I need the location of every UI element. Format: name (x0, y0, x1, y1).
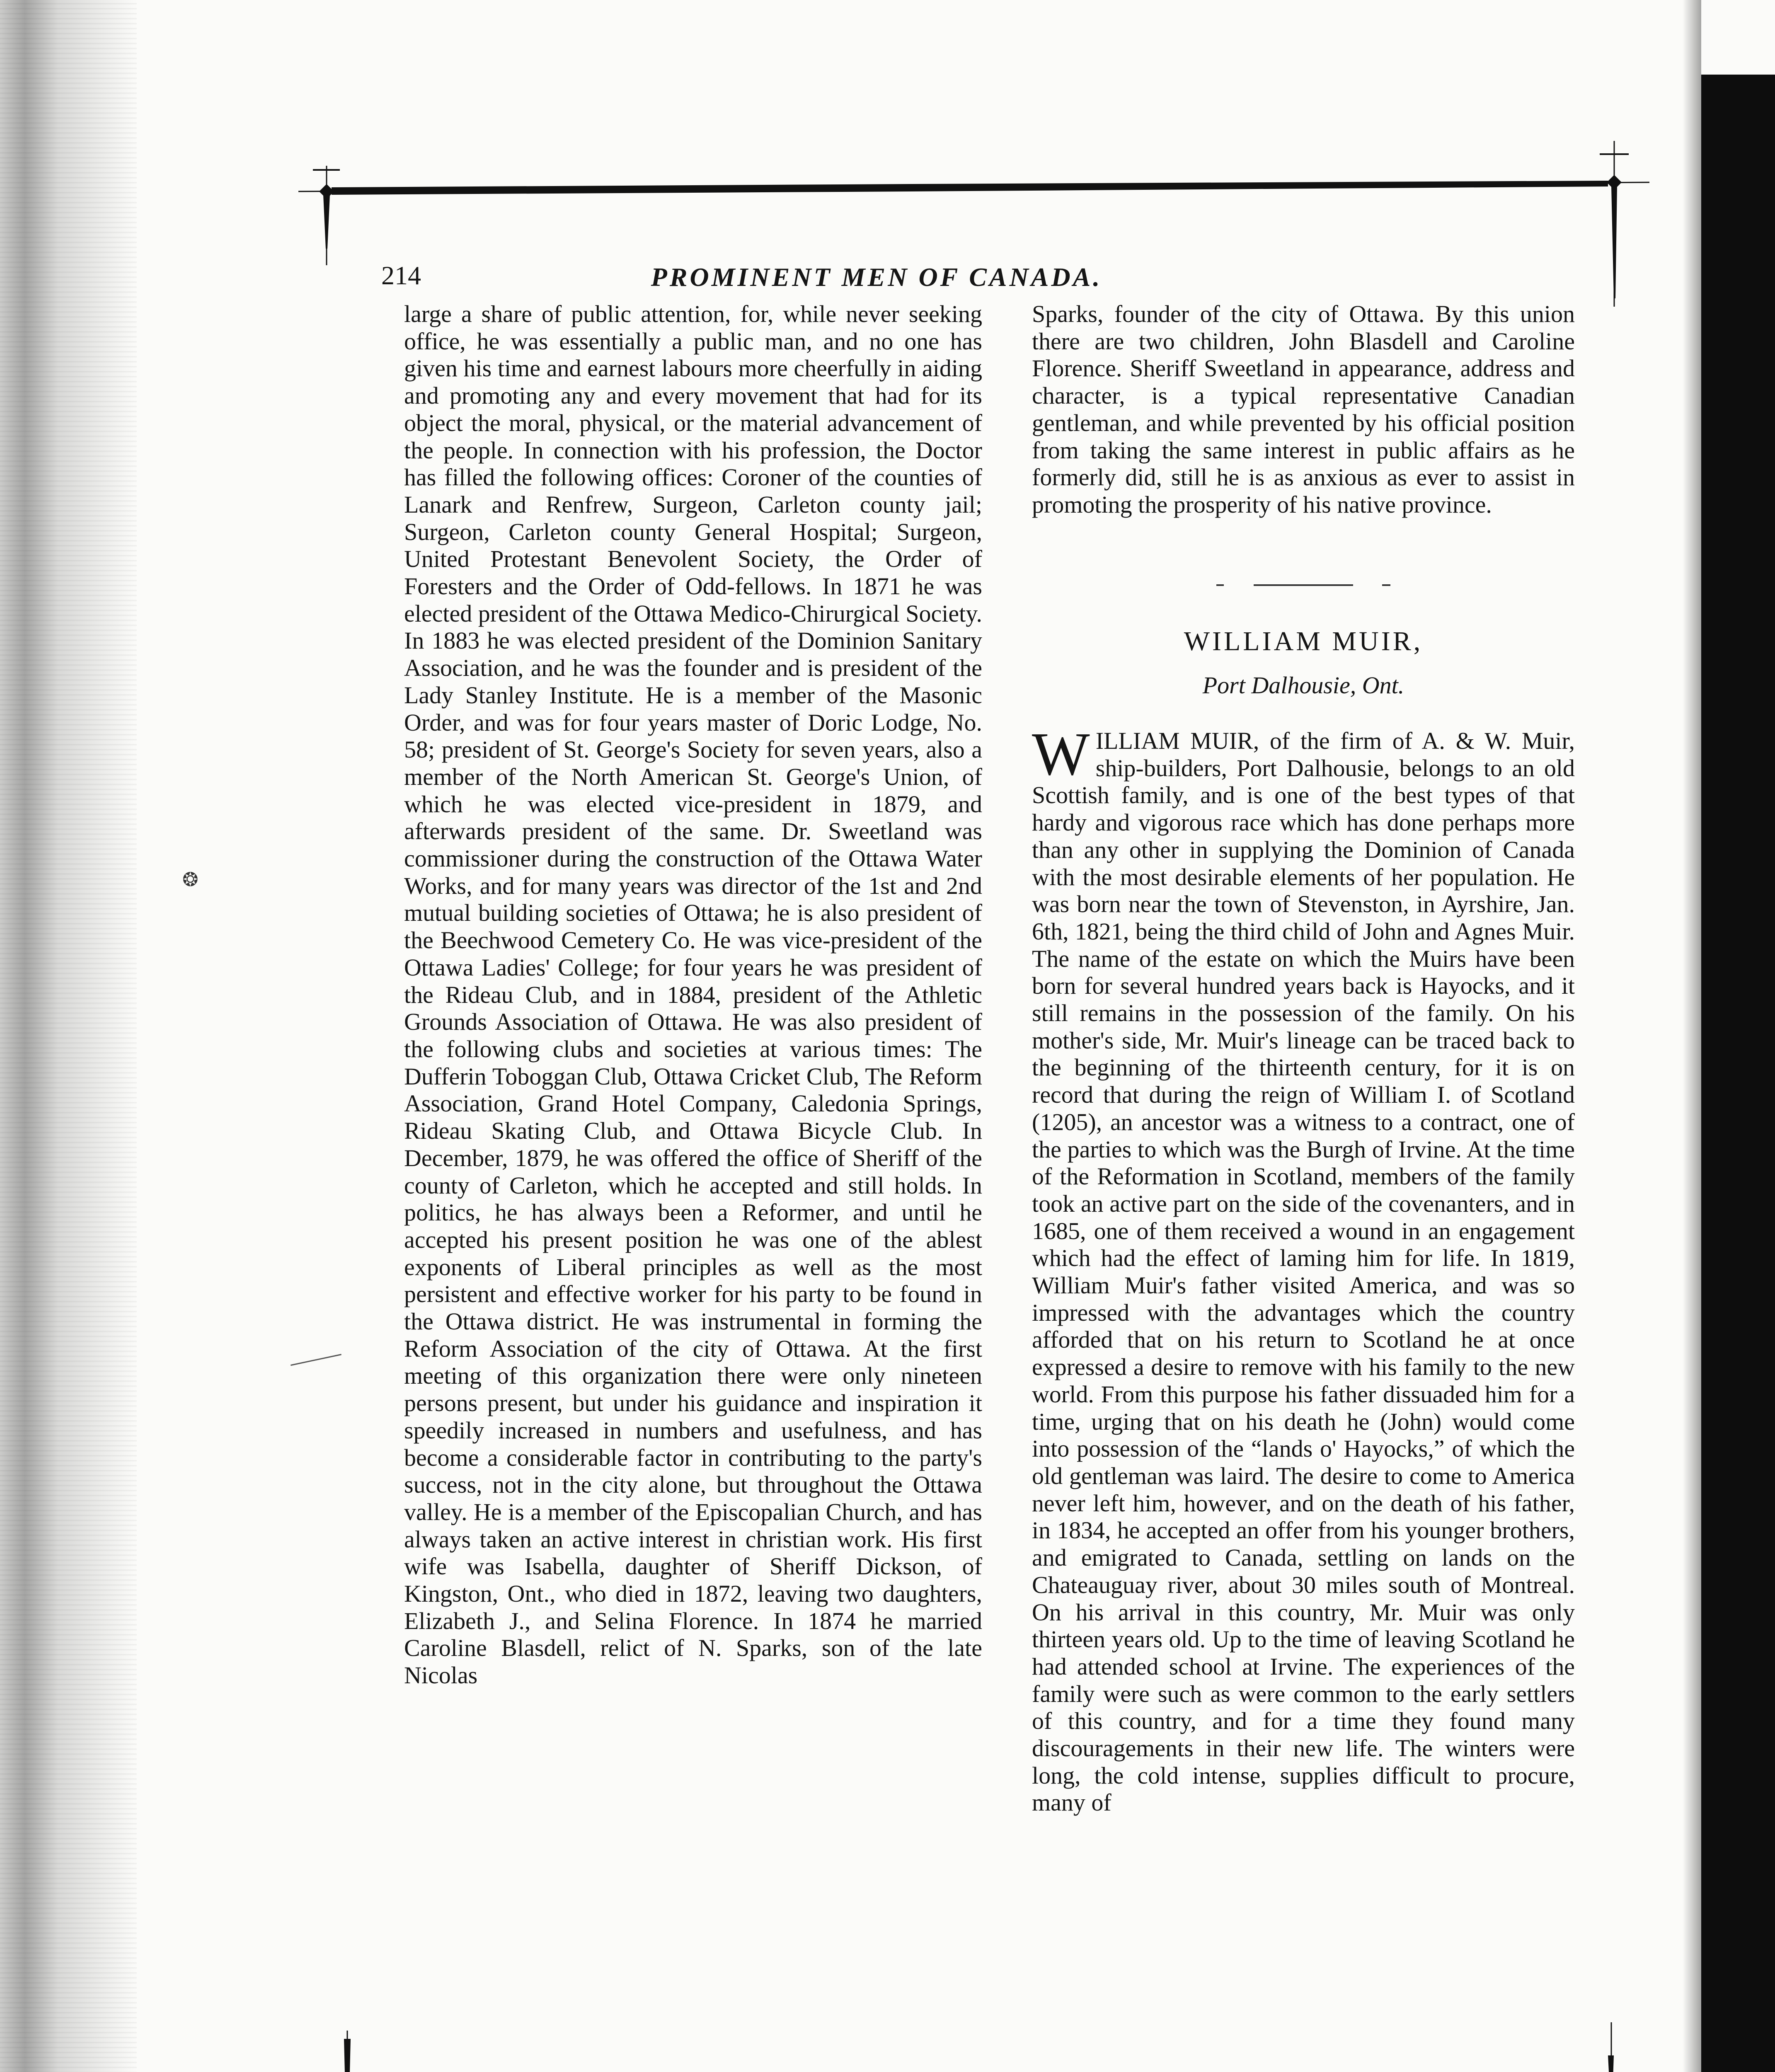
article-title: WILLIAM MUIR, (1184, 626, 1423, 656)
article-subtitle: Port Dalhousie, Ont. (1202, 672, 1405, 699)
body-paragraph: large a share of public attention, for, while never seeking office, he was essentially a public man, and no one has given his time and earnest labours more cheerfully in aiding and promoting any and every movement that had for its object the moral, physical, or the material advancement of the people. In connection with his profession, the Doctor has filled the following offices: Coroner of the counties of Lanark and Renfrew, Surgeon, Carleton county jail; Surgeon, Carleton county General Hospital; Surgeon, United Protestant Benevolent Society, the Order of Foresters and the Order of Odd-fellows. In 1871 he was elected president of the Ottawa Medico-Chirurgical Society. In 1883 he was elected president of the Dominion Sanitary Association, and he was the founder and is president of the Lady Stanley Institute. He is a member of the Masonic Order, and was for four years master of Doric Lodge, No. 58; president of St. George's Society for seven years, also a member of the North American St. George's Union, of which he was elected vice-president in 1879, and afterwards president of the same. Dr. Sweetland was commissioner during the construction of the Ottawa Water Works, and for many years was director of the 1st and 2nd mutual building societies of Ottawa; he is also president of the Beechwood Cemetery Co. He was vice-president of the Ottawa Ladies' College; for four years he was president of the Rideau Club, and in 1884, president of the Athletic Grounds Association of Ottawa. He was also president of the following clubs and societies at various times: The Dufferin Toboggan Club, Ottawa Cricket Club, The Reform Association, Grand Hotel Company, Caledonia Springs, Rideau Skating Club, and Ottawa Bicycle Club. In December, 1879, he was offered the office of Sheriff of the county of Carleton, which he accepted and still holds. In politics, he has always been a Reformer, and until he accepted his present position he was one of the ablest exponents of Liberal principles as well as the most persistent and effective worker for his party to be found in the Ottawa district. He was instrumental in forming the Reform Association of the city of Ottawa. At the first meeting of this organization there were only nineteen persons present, but under his guidance and inspiration it speedily increased in numbers and usefulness, and has become a considerable factor in contributing to the party's success, not in the city alone, but throughout the Ottawa valley. He is a member of the Episcopalian Church, and has always taken an active interest in christian work. His first wife was Isabella, daughter of Sheriff Dickson, of Kingston, Ont., who died in 1872, leaving two daughters, Elizabeth J., and Selina Florence. In 1874 he married Caroline Blasdell, relict of N. Sparks, son of the late Nicolas (404, 300, 982, 1689)
section-divider (1216, 584, 1390, 586)
article-body-column (1032, 720, 1575, 1816)
running-title: PROMINENT MEN OF CANADA. (651, 262, 1102, 292)
left-column (404, 300, 982, 1689)
drop-cap: W (1032, 720, 1090, 788)
page-number: 214 (381, 261, 421, 290)
margin-mark: ❂ (182, 869, 199, 890)
right-column-top (1032, 300, 1575, 518)
article-body: ILLIAM MUIR, of the firm of A. & W. Muir, ship-builders, Port Dalhousie, belongs to an old Scottish family, and is one of the best types of that hardy and vigorous race which has done perhaps more than any other in supplying the Dominion of Canada with the most desirable elements of her population. He was born near the town of Stevenston, in Ayrshire, Jan. 6th, 1821, being the third child of John and Agnes Muir. The name of the estate on which the Muirs have been born for several hundred years back is Hayocks, and it still remains in the possession of the family. On his mother's side, Mr. Muir's lineage can be traced back to the beginning of the thirteenth century, for it is on record that during the reign of William I. of Scotland (1205), an ancestor was a witness to a contract, one of the parties to which was the Burgh of Irvine. At the time of the Reformation in Scotland, members of the family took an active part on the side of the covenanters, and in 1685, one of them received a wound in an engagement which had the effect of laming him for life. In 1819, William Muir's father visited America, and was so impressed with the advantages which the country afforded that on his return to Scotland he at once expressed a desire to remove with his family to the new world. From this purpose his father dissuaded him for a time, urging that on his death he (John) would come into possession of the “lands o' Hayocks,” of which the old gentleman was laird. The desire to come to America never left him, however, and on the death of his father, in 1834, he accepted an offer from his younger brothers, and emigrated to Canada, settling on lands on the Chateauguay river, about 30 miles south of Montreal. On his arrival in this country, Mr. Muir was only thirteen years old. Up to the time of leaving Scotland he had attended school at Irvine. The experiences of the family were such as were common to the early settlers of this country, and for a time they found many discouragements in their new life. The winters were long, the cold intense, supplies difficult to procure, many of (1032, 727, 1575, 1816)
body-paragraph: Sparks, founder of the city of Ottawa. By this union there are two children, John Blasdell and Caroline Florence. Sheriff Sweetland in appearance, address and character, is a typical representative Canadian gentleman, and while prevented by his official position from taking the same interest in public affairs as he formerly did, still he is as anxious as ever to assist in promoting the prosperity of his native province. (1032, 300, 1575, 518)
